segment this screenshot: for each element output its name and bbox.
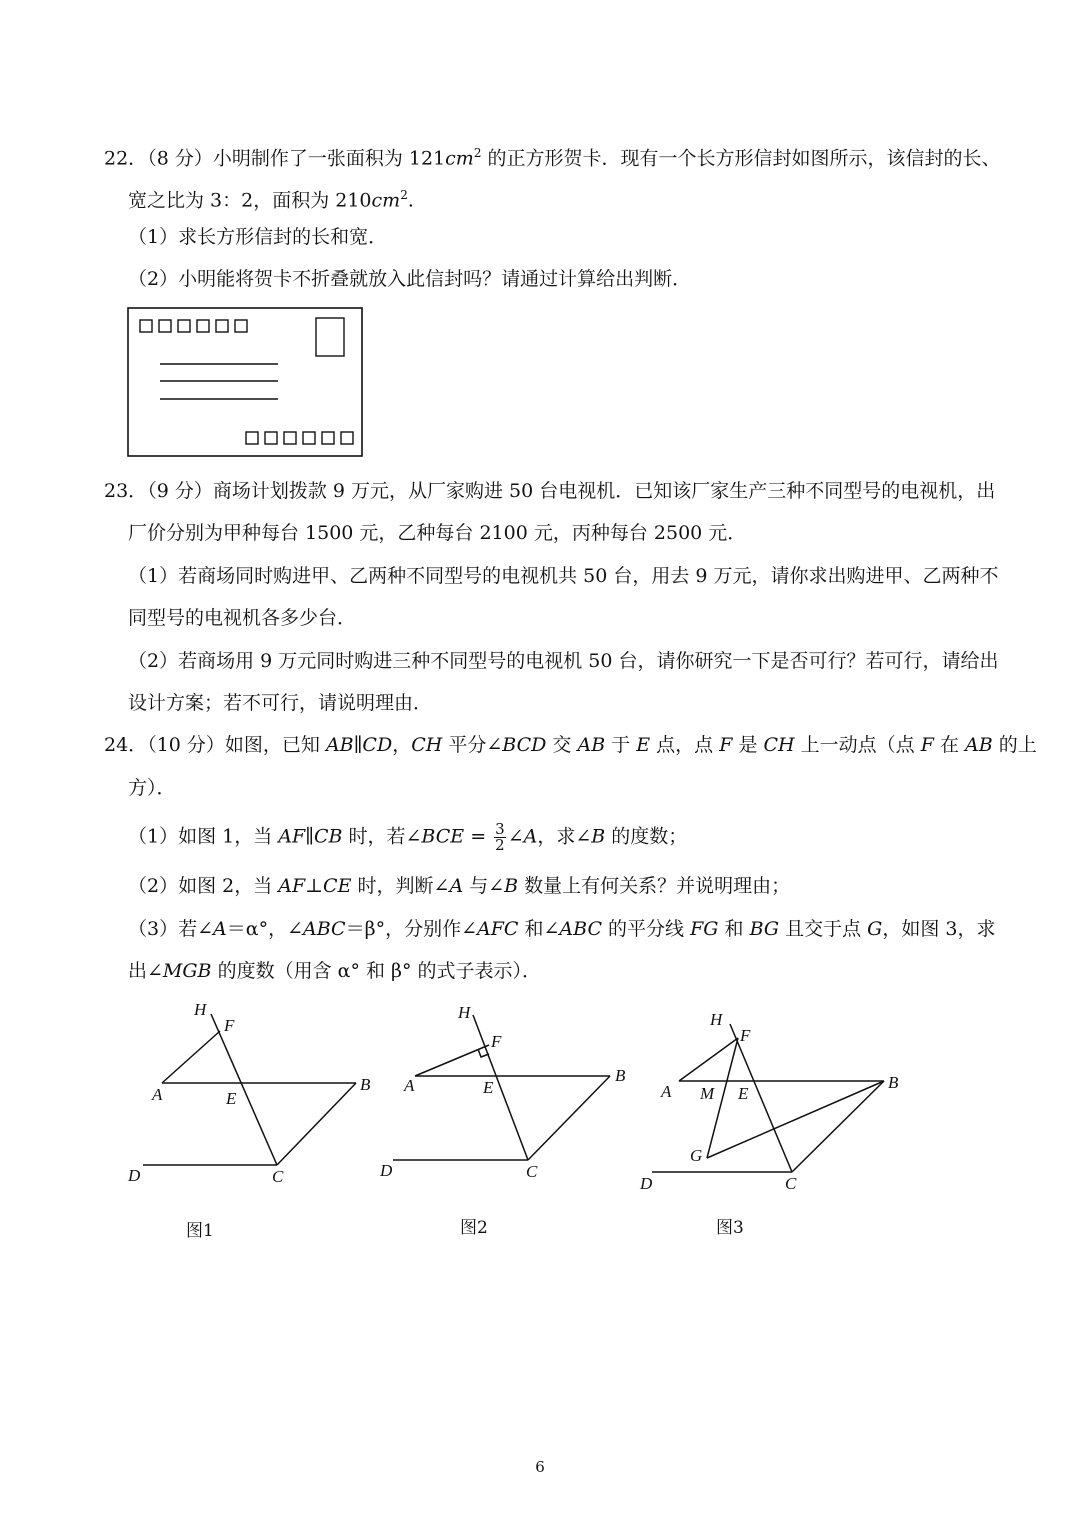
figure-3 [652,1024,884,1172]
fig1-label-H: H [194,1000,207,1019]
fig1-label-E: E [226,1089,237,1108]
q23-line-1: 23．（9 分）商场计划拨款 9 万元，从厂家购进 50 台电视机．已知该厂家生产三种不同型号的电视机，出 [104,480,996,502]
q24-line-2: 方）． [128,777,176,799]
fig3-label-C: C [785,1174,797,1193]
figure-3-labels [639,1010,899,1193]
stamp-box [316,318,344,356]
fig1-label-B: B [360,1075,371,1094]
fig3-label-H: H [710,1010,723,1029]
q23-part-1a: （1）若商场同时购进甲、乙两种不同型号的电视机共 50 台，用去 9 万元，请你求出购进甲、乙两种不 [128,565,999,587]
fig1-label-F: F [224,1016,235,1035]
fig1-label-C: C [272,1167,284,1186]
figure-2 [393,1015,610,1160]
fig3-label-F: F [740,1026,751,1045]
fig3-label-M: M [700,1084,715,1103]
fig3-label-D: D [640,1174,653,1193]
q23-part-2b: 设计方案；若不可行，请说明理由． [128,692,433,714]
q22-line-2: 宽之比为 3：2，面积为 $210cm^2$. [128,188,414,212]
fig1-label-D: D [128,1166,141,1185]
figure-1 [143,1014,356,1165]
q23-part-2a: （2）若商场用 9 万元同时购进三种不同型号的电视机 50 台，请你研究一下是否可行？若可行，请给出 [128,650,999,672]
fig3-label-A: A [661,1082,672,1101]
postcode-boxes-top [140,320,247,332]
figure-3-caption: 图3 [716,1218,744,1238]
q22-line-1: 22．（8 分）小明制作了一张面积为 $121cm^2$ 的正方形贺卡．现有一个长方形信封如图所示，该信封的长、 [104,146,1001,170]
fig1-label-A: A [152,1085,163,1104]
page-number: 6 [535,1458,545,1476]
fig2-label-A: A [404,1076,415,1095]
fig3-label-G: G [690,1146,703,1165]
q22-part-1: （1）求长方形信封的长和宽． [128,226,388,248]
fraction-three-halves: $\frac{3}{2}$ [495,820,505,854]
fig2-label-H: H [458,1003,471,1022]
q24-part-3: （3）若∠A＝α°，∠ABC＝β°，分别作∠AFC 和∠ABC 的平分线 FG 和 BG 且交于点 G，如图 3，求 [128,918,996,940]
fig3-label-E: E [738,1084,749,1103]
q24-line-1: 24．（10 分）如图，已知 AB∥CD，CH 平分∠BCD 交 AB 于 E 点，点 F 是 CH 上一动点（点 F 在 AB 的上 [104,734,1037,756]
geometry-figures [0,990,1080,1250]
fig2-label-C: C [526,1162,538,1181]
envelope-figure [126,306,366,458]
fig2-label-D: D [380,1161,393,1180]
q24-part-3b: 出∠MGB 的度数（用含 α° 和 β° 的式子表示）． [128,960,542,982]
q24-part-1: （1）如图 1，当 AF∥CB 时，若∠BCE = $\frac{3}{2}$ ∠A，求∠B 的度数； [128,820,688,854]
q22-part-2: （2）小明能将贺卡不折叠就放入此信封吗？请通过计算给出判断． [128,268,692,290]
figure-1-labels [127,1000,371,1186]
q24-part-2: （2）如图 2，当 AF⊥CE 时，判断∠A 与∠B 数量上有何关系？并说明理由； [128,875,791,897]
q23-part-1b: 同型号的电视机各多少台． [128,607,357,629]
fig2-label-B: B [615,1066,626,1085]
envelope-outline [128,308,362,456]
figure-2-caption: 图2 [460,1218,488,1238]
fig2-label-F: F [491,1032,502,1051]
postcode-boxes-bottom [246,432,353,444]
address-lines [160,364,278,399]
fig2-label-E: E [483,1078,494,1097]
q23-line-2: 厂价分别为甲种每台 1500 元，乙种每台 2100 元，丙种每台 2500 元． [128,522,747,544]
figure-1-caption: 图1 [186,1221,214,1241]
fig3-label-B: B [888,1073,899,1092]
